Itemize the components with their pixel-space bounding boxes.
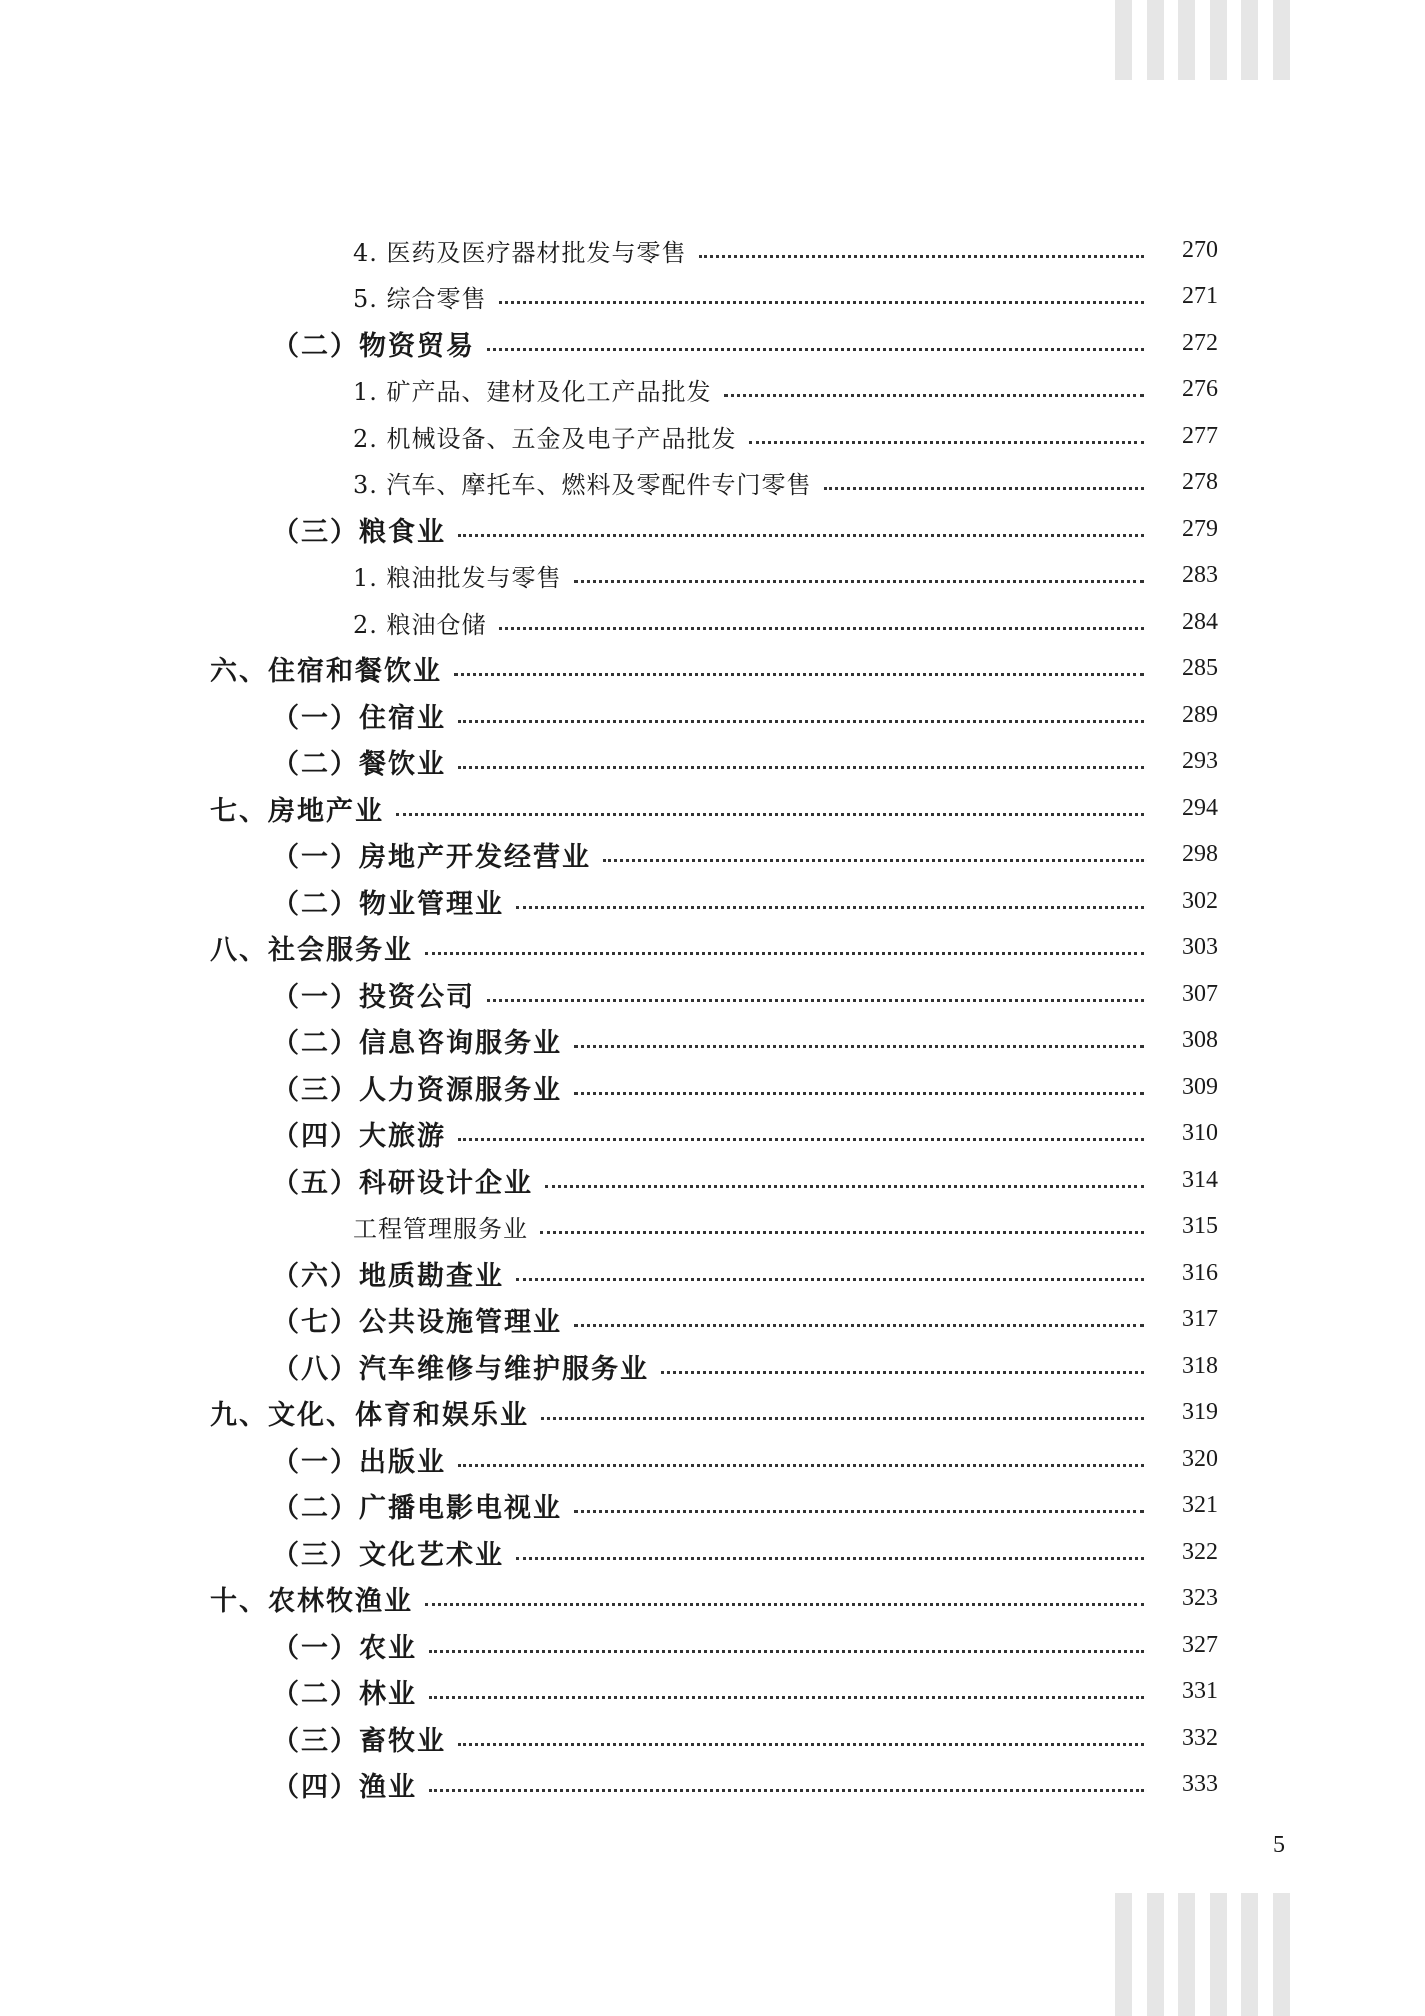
toc-entry[interactable] — [0, 928, 1425, 968]
dot-leader — [724, 394, 1144, 397]
toc-entry-title: 九、文化、体育和娱乐业 — [210, 1400, 529, 1431]
toc-entry[interactable] — [0, 509, 1425, 549]
toc-entry[interactable] — [0, 1067, 1425, 1107]
dot-leader — [458, 1743, 1144, 1746]
dot-leader — [396, 813, 1144, 816]
toc-entry-page: 333 — [1182, 1771, 1218, 1797]
toc-entry[interactable] — [0, 1114, 1425, 1154]
toc-entry-page: 316 — [1182, 1259, 1218, 1286]
toc-entry-page: 303 — [1182, 934, 1218, 960]
toc-entry-title: （五）科研设计企业 — [272, 1167, 533, 1199]
toc-entry-page: 276 — [1182, 376, 1218, 402]
toc-entry[interactable] — [0, 1532, 1425, 1572]
dot-leader — [458, 1138, 1144, 1141]
toc-entry[interactable] — [0, 1439, 1425, 1479]
toc-entry[interactable] — [0, 649, 1425, 689]
dot-leader — [824, 487, 1144, 490]
toc-entry-page: 319 — [1182, 1399, 1218, 1425]
toc-entry-title: （四）渔业 — [272, 1772, 417, 1803]
dot-leader — [454, 673, 1144, 676]
toc-entry-page: 285 — [1182, 655, 1218, 681]
toc-entry-page: 320 — [1182, 1445, 1218, 1472]
toc-entry-title: （三）文化艺术业 — [272, 1539, 504, 1571]
toc-entry-page: 309 — [1182, 1073, 1218, 1100]
toc-entry[interactable] — [0, 695, 1425, 735]
toc-entry-title: （二）物资贸易 — [272, 330, 475, 362]
toc-entry-title: （三）畜牧业 — [272, 1725, 446, 1757]
toc-entry-title: 2. 粮油仓储 — [353, 610, 487, 639]
toc-entry-title: 十、农林牧渔业 — [210, 1586, 413, 1617]
toc-entry-title: （四）大旅游 — [272, 1121, 446, 1152]
toc-entry-page: 318 — [1182, 1352, 1218, 1379]
toc-entry-page: 332 — [1182, 1724, 1218, 1751]
toc-entry-title: 4. 医药及医疗器材批发与零售 — [353, 238, 687, 267]
dot-leader — [458, 720, 1144, 723]
toc-entry-page: 272 — [1182, 329, 1218, 356]
toc-entry-title: （一）农业 — [272, 1632, 417, 1664]
toc-entry-page: 315 — [1182, 1213, 1218, 1239]
toc-entry-page: 322 — [1182, 1538, 1218, 1565]
stripe — [1178, 1893, 1195, 2016]
toc-entry-page: 323 — [1182, 1585, 1218, 1611]
stripe — [1210, 1893, 1227, 2016]
toc-entry[interactable] — [0, 1718, 1425, 1758]
toc-entry-title: 5. 综合零售 — [353, 285, 487, 313]
dot-leader — [499, 627, 1144, 630]
dot-leader — [574, 1045, 1144, 1048]
dot-leader — [516, 906, 1144, 909]
dot-leader — [429, 1650, 1144, 1653]
decorative-stripes-bottom — [1115, 1893, 1290, 2016]
dot-leader — [541, 1417, 1144, 1420]
dot-leader — [603, 859, 1144, 862]
dot-leader — [749, 441, 1144, 444]
stripe — [1147, 1893, 1164, 2016]
dot-leader — [516, 1557, 1144, 1560]
toc-entry-page: 289 — [1182, 701, 1218, 728]
toc-entry[interactable] — [0, 1253, 1425, 1293]
toc-entry-title: 3. 汽车、摩托车、燃料及零配件专门零售 — [353, 471, 812, 499]
toc-entry-title: （一）房地产开发经营业 — [272, 842, 591, 873]
dot-leader — [425, 952, 1144, 955]
toc-entry-title: 2. 机械设备、五金及电子产品批发 — [353, 424, 737, 453]
toc-entry-title: （二）广播电影电视业 — [272, 1493, 562, 1524]
page-number: 5 — [1273, 1832, 1285, 1858]
dot-leader — [429, 1789, 1144, 1792]
toc-entry-page: 331 — [1182, 1678, 1218, 1704]
toc-entry[interactable] — [0, 277, 1425, 317]
dot-leader — [574, 1324, 1144, 1327]
toc-entry-title: （二）信息咨询服务业 — [272, 1028, 562, 1059]
dot-leader — [458, 766, 1144, 769]
toc-entry[interactable] — [0, 416, 1425, 456]
toc-entry[interactable] — [0, 1625, 1425, 1665]
toc-entry-page: 271 — [1182, 283, 1218, 309]
toc-entry-page: 302 — [1182, 887, 1218, 914]
toc-entry-page: 321 — [1182, 1492, 1218, 1518]
toc-entry-title: （一）出版业 — [272, 1446, 446, 1478]
toc-entry-page: 310 — [1182, 1120, 1218, 1146]
toc-entry[interactable] — [0, 323, 1425, 363]
toc-entry[interactable] — [0, 742, 1425, 782]
dot-leader — [574, 1510, 1144, 1513]
stripe — [1273, 1893, 1290, 2016]
toc-entry-title: （一）住宿业 — [272, 702, 446, 734]
toc-entry-title: 八、社会服务业 — [210, 935, 413, 966]
dot-leader — [487, 999, 1144, 1002]
toc-entry[interactable] — [0, 1346, 1425, 1386]
toc-entry-page: 283 — [1182, 562, 1218, 588]
toc-entry-page: 317 — [1182, 1306, 1218, 1332]
dot-leader — [574, 1092, 1144, 1095]
dot-leader — [458, 1464, 1144, 1467]
toc-entry[interactable] — [0, 1300, 1425, 1340]
toc-entry[interactable] — [0, 1486, 1425, 1526]
dot-leader — [425, 1603, 1144, 1606]
toc-entry[interactable] — [0, 1672, 1425, 1712]
toc-entry-page: 270 — [1182, 236, 1218, 263]
dot-leader — [574, 580, 1144, 583]
toc-entry-page: 314 — [1182, 1166, 1218, 1193]
toc-entry-page: 293 — [1182, 748, 1218, 774]
stripe — [1241, 1893, 1258, 2016]
toc-entry-page: 294 — [1182, 794, 1218, 821]
toc-entry-title: 工程管理服务业 — [353, 1215, 528, 1243]
toc-entry-title: （二）物业管理业 — [272, 888, 504, 920]
toc-entry-title: 七、房地产业 — [210, 795, 384, 827]
dot-leader — [429, 1696, 1144, 1699]
toc-entry-title: （二）餐饮业 — [272, 749, 446, 780]
dot-leader — [540, 1231, 1144, 1234]
toc-entry[interactable] — [0, 230, 1425, 270]
toc-entry-page: 279 — [1182, 515, 1218, 542]
toc-entry[interactable] — [0, 1579, 1425, 1619]
toc-entry-title: （三）人力资源服务业 — [272, 1074, 562, 1106]
toc-entry-page: 277 — [1182, 422, 1218, 449]
dot-leader — [499, 301, 1144, 304]
toc-entry-title: 1. 粮油批发与零售 — [353, 564, 562, 592]
toc-entry[interactable] — [0, 1021, 1425, 1061]
toc-entry[interactable] — [0, 1207, 1425, 1247]
dot-leader — [487, 348, 1144, 351]
toc-entry-page: 298 — [1182, 841, 1218, 867]
dot-leader — [516, 1278, 1144, 1281]
toc-entry[interactable] — [0, 788, 1425, 828]
toc-entry[interactable] — [0, 463, 1425, 503]
toc-entry-page: 307 — [1182, 980, 1218, 1007]
dot-leader — [458, 534, 1144, 537]
toc-entry-page: 308 — [1182, 1027, 1218, 1053]
toc-entry[interactable] — [0, 1765, 1425, 1805]
toc-entry-title: （八）汽车维修与维护服务业 — [272, 1353, 649, 1385]
toc-entry-page: 284 — [1182, 608, 1218, 635]
toc-entry[interactable] — [0, 1393, 1425, 1433]
toc-entry[interactable] — [0, 974, 1425, 1014]
dot-leader — [699, 255, 1144, 258]
toc-entry-title: 六、住宿和餐饮业 — [210, 656, 442, 687]
toc-entry[interactable] — [0, 370, 1425, 410]
toc-entry-title: （六）地质勘查业 — [272, 1260, 504, 1292]
toc-entry[interactable] — [0, 556, 1425, 596]
dot-leader — [545, 1185, 1144, 1188]
toc-entry-page: 327 — [1182, 1631, 1218, 1658]
toc-entry-title: （七）公共设施管理业 — [272, 1307, 562, 1338]
toc-entry[interactable] — [0, 835, 1425, 875]
stripe — [1115, 1893, 1132, 2016]
toc-entry[interactable] — [0, 881, 1425, 921]
toc-entry[interactable] — [0, 602, 1425, 642]
toc-entry[interactable] — [0, 1160, 1425, 1200]
dot-leader — [661, 1371, 1144, 1374]
toc-entry-title: （二）林业 — [272, 1679, 417, 1710]
toc-entry-title: （一）投资公司 — [272, 981, 475, 1013]
toc-entry-title: 1. 矿产品、建材及化工产品批发 — [353, 378, 712, 406]
toc-entry-page: 278 — [1182, 469, 1218, 495]
toc-entry-title: （三）粮食业 — [272, 516, 446, 548]
